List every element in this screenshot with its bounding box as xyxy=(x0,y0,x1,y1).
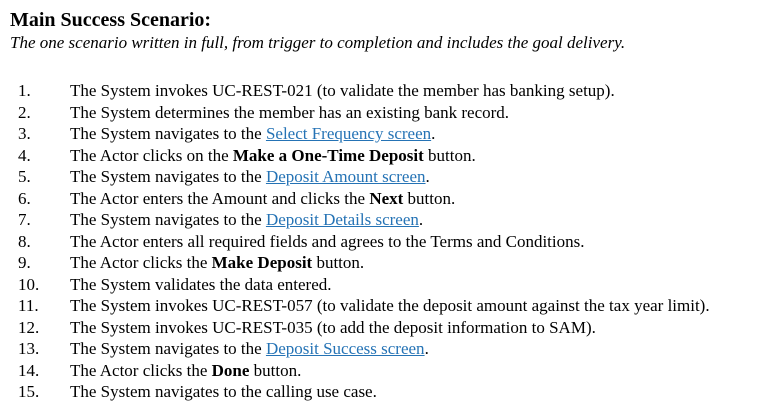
step-row xyxy=(18,338,768,360)
step-plain-text: The Actor clicks the xyxy=(70,360,212,380)
step-row xyxy=(18,145,768,167)
step-text xyxy=(70,381,768,403)
step-number: 13. xyxy=(18,339,40,358)
step-bold-text: Make a One-Time Deposit xyxy=(232,145,424,165)
step-bold-text: Make Deposit xyxy=(211,253,313,272)
step-plain-text: The System navigates to the calling use case. xyxy=(70,382,377,401)
step-text xyxy=(70,123,768,145)
step-row xyxy=(18,252,768,274)
step-number: 6. xyxy=(18,188,31,208)
step-number: 4. xyxy=(18,145,31,165)
step-bold-text: Done xyxy=(211,360,250,380)
step-plain-text: The System invokes UC-REST-035 (to add the deposit information to SAM). xyxy=(70,317,596,337)
step-plain-text: . xyxy=(424,339,429,358)
step-plain-text: . xyxy=(425,167,430,186)
step-screen-link[interactable]: Deposit Success screen xyxy=(265,339,425,358)
section-subtitle: The one scenario written in full, from trigger to completion and includes the goal delivery. xyxy=(10,33,626,52)
step-screen-link[interactable]: Deposit Amount screen xyxy=(265,167,426,186)
step-row xyxy=(18,80,768,102)
step-bold-text: Next xyxy=(369,188,404,208)
step-plain-text: . xyxy=(431,124,436,143)
step-text xyxy=(70,317,768,339)
step-plain-text: The System navigates to the xyxy=(70,167,266,186)
step-number: 3. xyxy=(18,124,31,143)
step-number: 8. xyxy=(18,231,31,251)
step-plain-text: The System navigates to the xyxy=(70,210,266,229)
step-plain-text: The Actor enters the Amount and clicks the xyxy=(70,188,370,208)
step-plain-text: button. xyxy=(403,188,456,208)
step-row xyxy=(18,166,768,188)
step-text xyxy=(70,188,768,210)
step-plain-text: The System validates the data entered. xyxy=(70,274,332,294)
step-text xyxy=(70,80,768,102)
step-text xyxy=(70,252,768,274)
step-row xyxy=(18,188,768,210)
step-number: 1. xyxy=(18,81,31,100)
step-text xyxy=(70,338,768,360)
step-plain-text: The Actor enters all required fields and agrees to the Terms and Conditions. xyxy=(70,231,585,251)
step-plain-text: button. xyxy=(423,145,476,165)
step-row xyxy=(18,317,768,339)
step-plain-text: The System determines the member has an existing bank record. xyxy=(70,102,510,122)
step-row xyxy=(18,209,768,231)
step-row xyxy=(18,274,768,296)
step-number: 5. xyxy=(18,167,31,186)
step-plain-text: button. xyxy=(312,253,365,272)
step-number: 7. xyxy=(18,210,31,229)
step-plain-text: The System navigates to the xyxy=(70,339,266,358)
step-number: 10. xyxy=(18,274,40,294)
step-number: 14. xyxy=(18,360,40,380)
step-number: 2. xyxy=(18,102,31,122)
step-number: 15. xyxy=(18,382,40,401)
step-plain-text: The System invokes UC-REST-057 (to validate the deposit amount against the tax year limit). xyxy=(70,296,710,315)
step-row xyxy=(18,360,768,382)
step-screen-link[interactable]: Select Frequency screen xyxy=(265,124,432,143)
step-plain-text: The Actor clicks on the xyxy=(70,145,233,165)
step-row xyxy=(18,123,768,145)
step-number: 9. xyxy=(18,253,31,272)
step-text xyxy=(70,295,768,317)
step-plain-text: The System navigates to the xyxy=(70,124,266,143)
step-plain-text: The System invokes UC-REST-021 (to validate the member has banking setup). xyxy=(70,81,615,100)
step-row xyxy=(18,231,768,253)
step-row xyxy=(18,381,768,403)
step-plain-text: button. xyxy=(249,360,302,380)
step-plain-text: The Actor clicks the xyxy=(70,253,212,272)
scenario-steps-list xyxy=(10,80,768,403)
step-text xyxy=(70,274,768,296)
step-text xyxy=(70,166,768,188)
step-text xyxy=(70,209,768,231)
step-plain-text: . xyxy=(418,210,424,229)
step-number: 12. xyxy=(18,317,40,337)
step-row xyxy=(18,102,768,124)
step-screen-link[interactable]: Deposit Details screen xyxy=(265,210,419,229)
step-row xyxy=(18,295,768,317)
step-text xyxy=(70,360,768,382)
step-text xyxy=(70,145,768,167)
section-heading: Main Success Scenario: xyxy=(10,9,212,31)
step-text xyxy=(70,231,768,253)
step-text xyxy=(70,102,768,124)
step-number: 11. xyxy=(18,296,39,315)
